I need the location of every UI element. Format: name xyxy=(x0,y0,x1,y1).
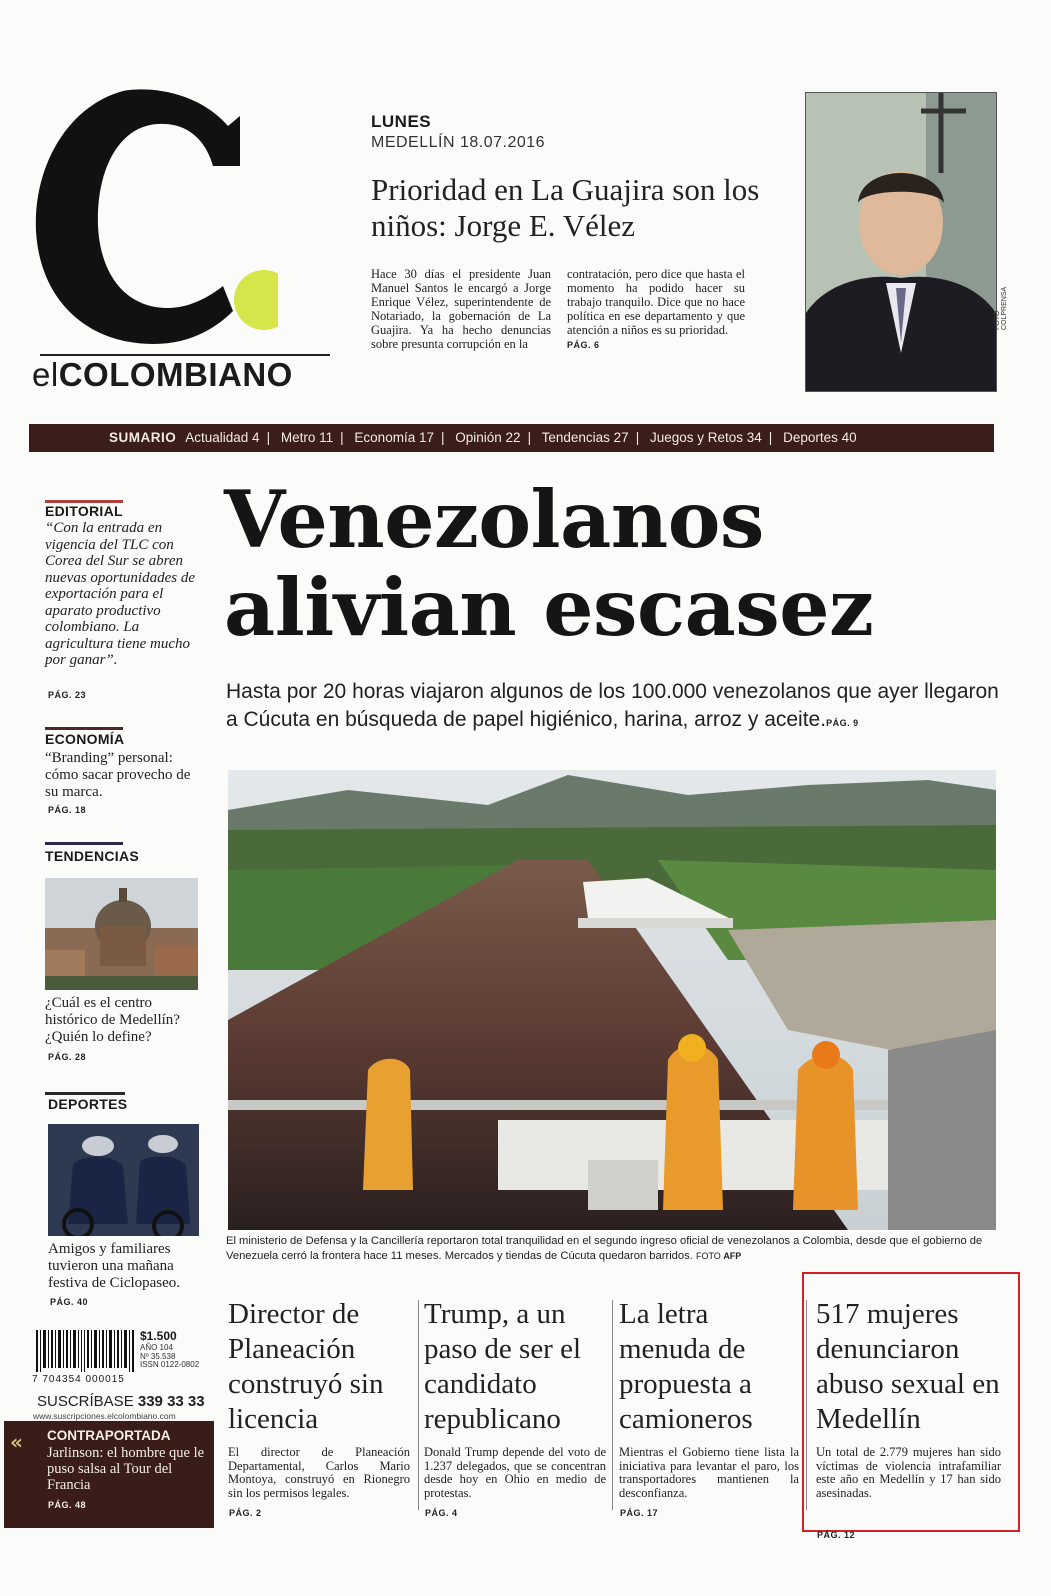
photo-credit: FOTO COLPRENSA xyxy=(994,286,1008,330)
story-headline[interactable]: Trump, a un paso de ser el candidato republicano xyxy=(424,1298,582,1435)
price: $1.500 xyxy=(140,1329,177,1343)
story-body: Donald Trump depende del voto de 1.237 delegados, que se concentran desde hoy en Ohio en medio de protestas. xyxy=(424,1445,606,1500)
story-headline[interactable]: Director de Planeación construyó sin licencia xyxy=(228,1298,384,1435)
top-story-body-col1: Hace 30 días el presidente Juan Manuel Santos le encargó a Jorge Enrique Vélez, superintendente de Notariado, la gobernación de La Guajira. Ya ha hecho denuncias sobre presunta corrupción en la xyxy=(371,267,551,351)
tendencias-teaser: ¿Cuál es el centro histórico de Medellín? ¿Quién lo define? xyxy=(45,995,180,1045)
top-story-headline[interactable]: Prioridad en La Guajira son los niños: Jorge E. Vélez xyxy=(371,172,760,243)
tendencias-pag: PÁG. 28 xyxy=(48,1052,87,1062)
sumario-item[interactable]: Economía 17 xyxy=(354,430,434,445)
section-bar xyxy=(45,842,123,845)
editorial-title[interactable]: EDITORIAL xyxy=(45,503,123,519)
editorial-pag: PÁG. 23 xyxy=(48,690,87,700)
barcode xyxy=(34,1330,134,1372)
sumario-label: SUMARIO xyxy=(109,430,177,445)
sumario-bar: SUMARIO Actualidad 4 | Metro 11 | Economía 17 | Opinión 22 | Tendencias 27 | Juegos y Retos 34 | Deportes 40 xyxy=(29,424,994,452)
editorial-quote: “Con la entrada en vigencia del TLC con Corea del Sur se abren nuevas oportunidades de exportación para el aparato productivo colombiano. La agricultura tiene mucho por ganar”. xyxy=(45,520,195,668)
sumario-item[interactable]: Juegos y Retos 34 xyxy=(649,430,762,445)
deportes-teaser: Amigos y familiares tuvieron una mañana festiva de Ciclopaseo. xyxy=(48,1241,181,1291)
contraportada-title: CONTRAPORTADA xyxy=(47,1428,171,1443)
tendencias-title[interactable]: TENDENCIAS xyxy=(45,848,140,864)
economia-pag: PÁG. 18 xyxy=(48,805,87,815)
sumario-item[interactable]: Tendencias 27 xyxy=(541,430,629,445)
story-body: Un total de 2.779 mujeres han sido víctimas de violencia intrafamiliar este año en Medellín y 17 han sido asesinadas. xyxy=(816,1445,1001,1500)
day-label: LUNES xyxy=(371,112,432,131)
subscribe-url[interactable]: www.suscripciones.elcolombiano.com xyxy=(33,1411,176,1421)
sumario-item[interactable]: Actualidad 4 xyxy=(185,430,260,445)
double-chevron-left-icon: « xyxy=(10,1430,23,1454)
photo-credit: FOTO AFP xyxy=(695,1251,742,1261)
main-deck-pag: PÁG. 9 xyxy=(826,718,859,728)
top-story-pag: PÁG. 6 xyxy=(567,340,600,350)
economia-teaser: “Branding” personal: cómo sacar provecho de su marca. xyxy=(45,750,191,800)
story-pag: PÁG. 17 xyxy=(620,1508,659,1518)
column-divider xyxy=(418,1300,419,1510)
border-crowd-photo xyxy=(228,770,996,1230)
story-body: El director de Planeación Departamental, Carlos Mario Montoya, construyó en Rionegro sin los permisos legales. xyxy=(228,1445,410,1500)
contraportada-teaser: Jarlinson: el hombre que le puso salsa al Tour del Francia xyxy=(47,1445,205,1493)
logo-dot xyxy=(234,270,278,330)
story-headline[interactable]: 517 mujeres denunciaron abuso sexual en Medellín xyxy=(816,1298,1000,1435)
story-pag: PÁG. 2 xyxy=(229,1508,262,1518)
publication-info: AÑO 104 Nº 35.538 ISSN 0122-0802 xyxy=(140,1343,200,1369)
logo-c-mark xyxy=(28,86,278,348)
top-story-body-col2: contratación, pero dice que hasta el momento ha podido hacer su trabajo tranquilo. Dice que no hace política en ese departamento y que atención a niños es su prioridad. PÁG. 6 xyxy=(567,267,745,350)
contraportada-pag: PÁG. 48 xyxy=(48,1500,87,1510)
main-headline[interactable]: Venezolanos alivian escasez xyxy=(224,473,874,654)
photo-caption: El ministerio de Defensa y la Cancillería reportaron total tranquilidad en el segundo ingreso oficial de venezolanos a Colombia, desde que el gobierno de Venezuela cerró la frontera hace 11 meses. Mercados y tiendas de Cúcuta quedaron barridos. FOTO AFP xyxy=(226,1235,983,1262)
portrait-photo xyxy=(805,92,997,392)
story-body: Mientras el Gobierno tiene lista la iniciativa para levantar el paro, los transportadores mantienen la desconfianza. xyxy=(619,1445,799,1500)
dateline: MEDELLÍN 18.07.2016 xyxy=(371,134,546,151)
deportes-pag: PÁG. 40 xyxy=(50,1297,89,1307)
story-pag: PÁG. 12 xyxy=(817,1530,856,1540)
subscribe-line[interactable]: SUSCRÍBASE 339 33 33 xyxy=(37,1393,205,1410)
story-headline[interactable]: La letra menuda de propuesta a camioneros xyxy=(619,1298,753,1435)
barcode-digits: 7 704354 000015 xyxy=(32,1374,125,1385)
cyclists-photo xyxy=(48,1124,199,1236)
column-divider xyxy=(612,1300,613,1510)
deportes-title[interactable]: DEPORTES xyxy=(48,1096,128,1112)
main-deck: Hasta por 20 horas viajaron algunos de los 100.000 venezolanos que ayer llegaron a Cúcuta en búsqueda de papel higiénico, harina, arroz y aceite.PÁG. 9 xyxy=(226,680,999,731)
economia-title[interactable]: ECONOMÍA xyxy=(45,731,125,747)
historic-center-photo xyxy=(45,878,198,990)
logo-wordmark: elCOLOMBIANO xyxy=(32,356,293,393)
sumario-item[interactable]: Opinión 22 xyxy=(455,430,521,445)
story-pag: PÁG. 4 xyxy=(425,1508,458,1518)
sumario-item[interactable]: Deportes 40 xyxy=(783,430,857,445)
section-bar xyxy=(45,727,123,730)
sumario-item[interactable]: Metro 11 xyxy=(280,430,334,445)
section-bar xyxy=(45,1092,125,1095)
